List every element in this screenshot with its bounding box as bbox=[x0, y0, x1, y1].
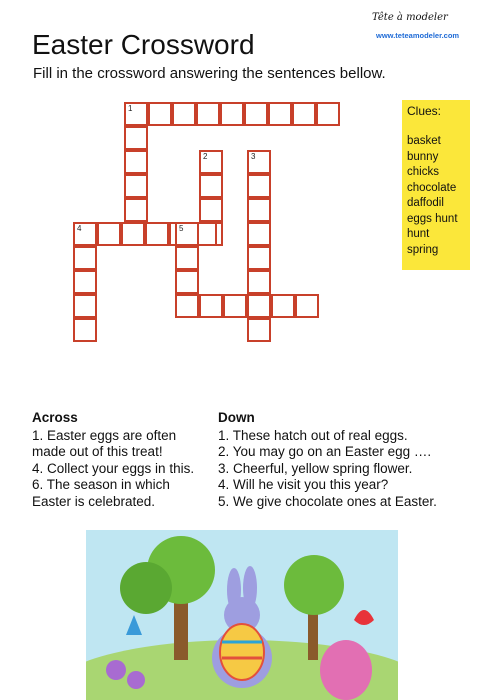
site-logo[interactable] bbox=[372, 12, 476, 42]
crossword-cell[interactable] bbox=[268, 102, 292, 126]
crocus-flower bbox=[106, 660, 126, 680]
clue-number: 1 bbox=[128, 104, 133, 113]
crossword-cell[interactable] bbox=[172, 102, 196, 126]
crossword-cell[interactable] bbox=[73, 294, 97, 318]
crossword-cell[interactable] bbox=[247, 198, 271, 222]
down-clue-line: 5. We give chocolate ones at Easter. bbox=[218, 493, 437, 509]
across-clue-line: 4. Collect your eggs in this. bbox=[32, 460, 195, 476]
crossword-cell[interactable] bbox=[271, 294, 295, 318]
clue-word: hunt bbox=[407, 228, 430, 240]
crossword-cell[interactable] bbox=[196, 102, 220, 126]
crossword-cell[interactable] bbox=[73, 270, 97, 294]
crossword-cell[interactable] bbox=[73, 246, 97, 270]
crossword-cell[interactable] bbox=[295, 294, 319, 318]
crossword-cell[interactable] bbox=[199, 198, 223, 222]
crossword-cell[interactable] bbox=[148, 102, 172, 126]
down-clue-line: 2. You may go on an Easter egg …. bbox=[218, 444, 432, 459]
crossword-cell[interactable] bbox=[223, 294, 247, 318]
crossword-cell[interactable] bbox=[73, 318, 97, 342]
logo-url[interactable]: www.teteamodeler.com bbox=[376, 31, 460, 40]
crossword-cell[interactable] bbox=[220, 102, 244, 126]
crossword-cell[interactable] bbox=[124, 150, 148, 174]
down-clue-line: 1. These hatch out of real eggs. bbox=[218, 427, 408, 443]
crossword-cell[interactable] bbox=[247, 318, 271, 342]
easter-illustration bbox=[86, 530, 398, 700]
easter-egg-pink bbox=[320, 640, 372, 700]
across-clue-line: 1. Easter eggs are often bbox=[32, 427, 177, 443]
crossword-cell[interactable] bbox=[124, 102, 148, 126]
down-clues bbox=[218, 410, 488, 510]
clues-title: Clues: bbox=[407, 104, 442, 118]
clue-word: bunny bbox=[407, 150, 439, 163]
crossword-cell[interactable] bbox=[145, 222, 169, 246]
clue-word: chocolate bbox=[407, 181, 457, 194]
across-clue-line: made out of this treat! bbox=[32, 444, 163, 459]
crossword-cell[interactable] bbox=[175, 222, 199, 246]
crossword-cell[interactable] bbox=[175, 270, 199, 294]
page-title: Easter Crossword bbox=[32, 29, 255, 60]
crossword-cell[interactable] bbox=[247, 270, 271, 294]
instructions: Fill in the crossword answering the sentences bellow. bbox=[33, 65, 386, 82]
down-clue-line: 3. Cheerful, yellow spring flower. bbox=[218, 460, 413, 476]
crossword-cell[interactable] bbox=[247, 246, 271, 270]
down-heading: Down bbox=[218, 410, 255, 425]
crossword-cell[interactable] bbox=[124, 198, 148, 222]
crossword-cell[interactable] bbox=[124, 126, 148, 150]
crossword-cell[interactable] bbox=[199, 294, 223, 318]
tree-left-small bbox=[120, 562, 172, 614]
clue-word: daffodil bbox=[407, 197, 444, 209]
crossword-cell[interactable] bbox=[73, 222, 97, 246]
clue-word: basket bbox=[407, 135, 441, 147]
clue-word: spring bbox=[407, 243, 439, 256]
crossword-cell[interactable] bbox=[247, 174, 271, 198]
tree-right bbox=[284, 555, 344, 615]
easter-egg bbox=[220, 624, 264, 680]
across-clues bbox=[32, 410, 212, 510]
across-clue-line: 6. The season in which bbox=[32, 477, 170, 492]
clue-number: 4 bbox=[77, 224, 82, 233]
crossword-cell[interactable] bbox=[292, 102, 316, 126]
clue-number: 3 bbox=[251, 152, 256, 161]
crossword-cell[interactable] bbox=[199, 174, 223, 198]
logo-text: Tête à modeler bbox=[372, 12, 448, 23]
crossword-cell[interactable] bbox=[175, 246, 199, 270]
clue-word: chicks bbox=[407, 166, 439, 178]
down-clue-line: 4. Will he visit you this year? bbox=[218, 477, 389, 492]
clue-word: eggs hunt bbox=[407, 212, 458, 225]
crossword-cell[interactable] bbox=[247, 222, 271, 246]
crossword-cell[interactable] bbox=[121, 222, 145, 246]
crossword-cell[interactable] bbox=[175, 294, 199, 318]
across-heading: Across bbox=[32, 410, 78, 425]
crossword-cell[interactable] bbox=[124, 174, 148, 198]
clue-number: 2 bbox=[203, 152, 208, 161]
crossword-cell[interactable] bbox=[244, 102, 268, 126]
crossword-cell[interactable] bbox=[199, 150, 223, 174]
across-clue-line: Easter is celebrated. bbox=[32, 493, 156, 509]
crocus-flower bbox=[127, 671, 145, 689]
clue-number: 5 bbox=[179, 224, 184, 233]
crossword-cell[interactable] bbox=[247, 150, 271, 174]
crossword-cell[interactable] bbox=[247, 294, 271, 318]
crossword-cell[interactable] bbox=[97, 222, 121, 246]
crossword-cell[interactable] bbox=[316, 102, 340, 126]
clues-box bbox=[402, 100, 470, 270]
